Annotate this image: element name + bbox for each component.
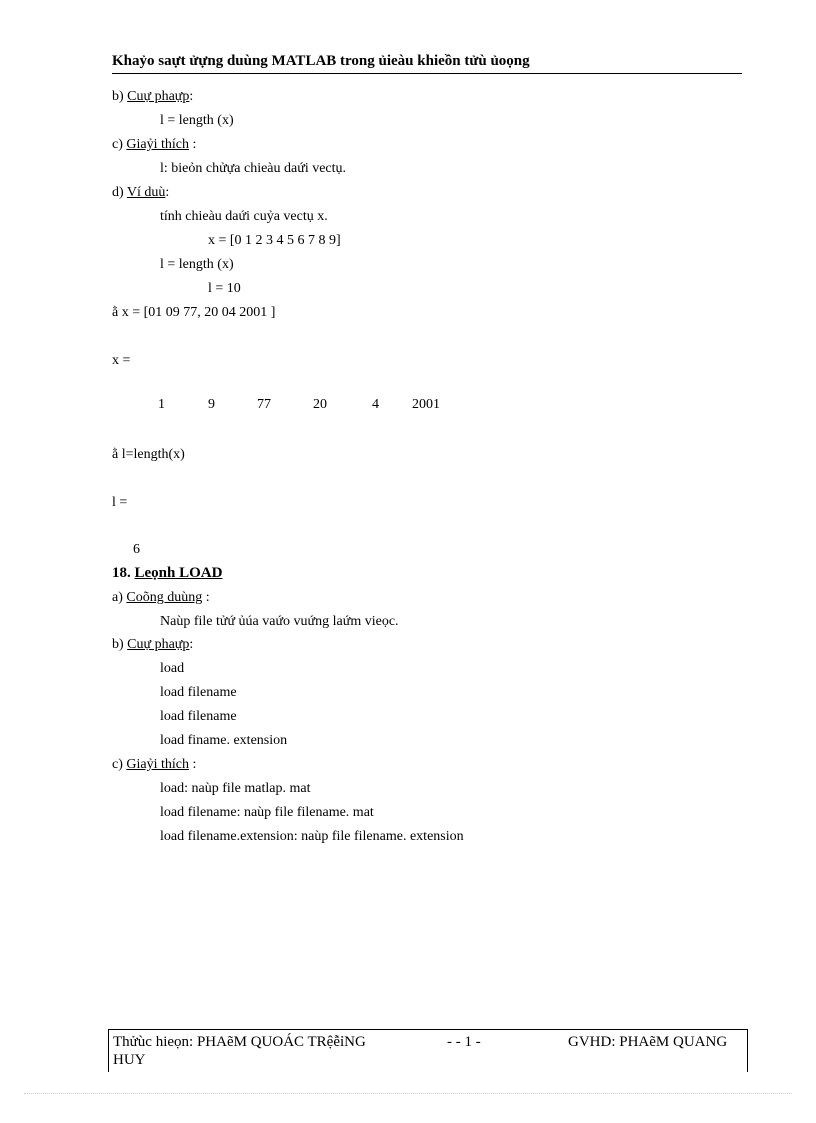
section-number: 18. <box>112 565 135 581</box>
item-marker: a) <box>112 590 127 605</box>
page-footer <box>108 1029 748 1072</box>
footer-supervisor: GVHD: PHAẽM QUANG <box>568 1034 728 1050</box>
output-value: 77 <box>257 397 271 412</box>
item-marker: c) <box>112 137 127 152</box>
command-line: ằ l=length(x) <box>112 447 185 462</box>
heading-suffix: : <box>165 185 170 200</box>
heading-label: Cuự phaựp <box>127 89 190 104</box>
explain-line: load filename.extension: naùp file filename. extension <box>160 829 464 844</box>
output-label: l = <box>112 495 128 510</box>
example-description: tính chieàu daứi cuỷa vectụ x. <box>160 209 328 224</box>
section-title: Leọnh LOAD <box>134 565 223 581</box>
item-marker: b) <box>112 637 128 652</box>
heading-label: Coõng duùng <box>126 590 203 605</box>
page-number: - - 1 - <box>447 1034 481 1050</box>
heading-suffix: : <box>189 757 197 772</box>
explain-line: load filename: naùp file filename. mat <box>160 805 374 820</box>
syntax-heading-2 <box>112 636 193 654</box>
item-marker: c) <box>112 757 127 772</box>
output-value: 1 <box>158 397 165 412</box>
syntax-line: load finame. extension <box>160 733 288 748</box>
item-marker: b) <box>112 89 128 104</box>
heading-label: Giaỷi thích <box>126 137 189 152</box>
syntax-heading-1 <box>112 88 193 106</box>
header-title: Khaỷo saựt ửựng duùng MATLAB trong ủieàu khieồn tửù ủoọng <box>112 53 530 69</box>
example-length-call: l = length (x) <box>160 257 234 272</box>
output-label: x = <box>112 353 131 368</box>
example-heading <box>112 184 169 202</box>
heading-suffix: : <box>189 89 194 104</box>
example-vector: x = [0 1 2 3 4 5 6 7 8 9] <box>208 233 341 248</box>
explain-line: l: bieỏn chửựa chieàu daứi vectụ. <box>160 161 347 176</box>
heading-label: Giaỷi thích <box>126 757 189 772</box>
explain-heading-2 <box>112 756 196 774</box>
syntax-line: load filename <box>160 685 237 700</box>
usage-heading <box>112 589 210 607</box>
heading-suffix: : <box>189 637 194 652</box>
explain-heading-1 <box>112 136 196 154</box>
item-marker: d) <box>112 185 127 200</box>
example-result: l = 10 <box>208 281 241 296</box>
output-value: 9 <box>208 397 215 412</box>
syntax-line: l = length (x) <box>160 113 234 128</box>
footer-author: Thửùc hieọn: PHAẽM QUOÁC TRệễỉNG <box>113 1034 366 1050</box>
explain-line: load: naùp file matlap. mat <box>160 781 311 796</box>
heading-suffix: : <box>189 137 197 152</box>
heading-label: Ví duù <box>126 185 166 200</box>
page-header <box>112 53 742 74</box>
command-line: ằ x = [01 09 77, 20 04 2001 ] <box>112 305 276 320</box>
output-value: 6 <box>133 542 140 557</box>
output-value: 20 <box>313 397 327 412</box>
page-bottom-divider <box>24 1093 792 1094</box>
footer-author-continued: HUY <box>113 1052 146 1068</box>
syntax-line: load <box>160 661 185 676</box>
output-value: 2001 <box>412 397 440 412</box>
output-value: 4 <box>372 397 379 412</box>
usage-line: Naùp file tửứ ủúa vaứo vuứng laứm vieọc. <box>160 614 399 629</box>
syntax-line: load filename <box>160 709 237 724</box>
heading-suffix: : <box>202 590 210 605</box>
section-heading <box>112 564 222 582</box>
heading-label: Cuự phaựp <box>127 637 190 652</box>
